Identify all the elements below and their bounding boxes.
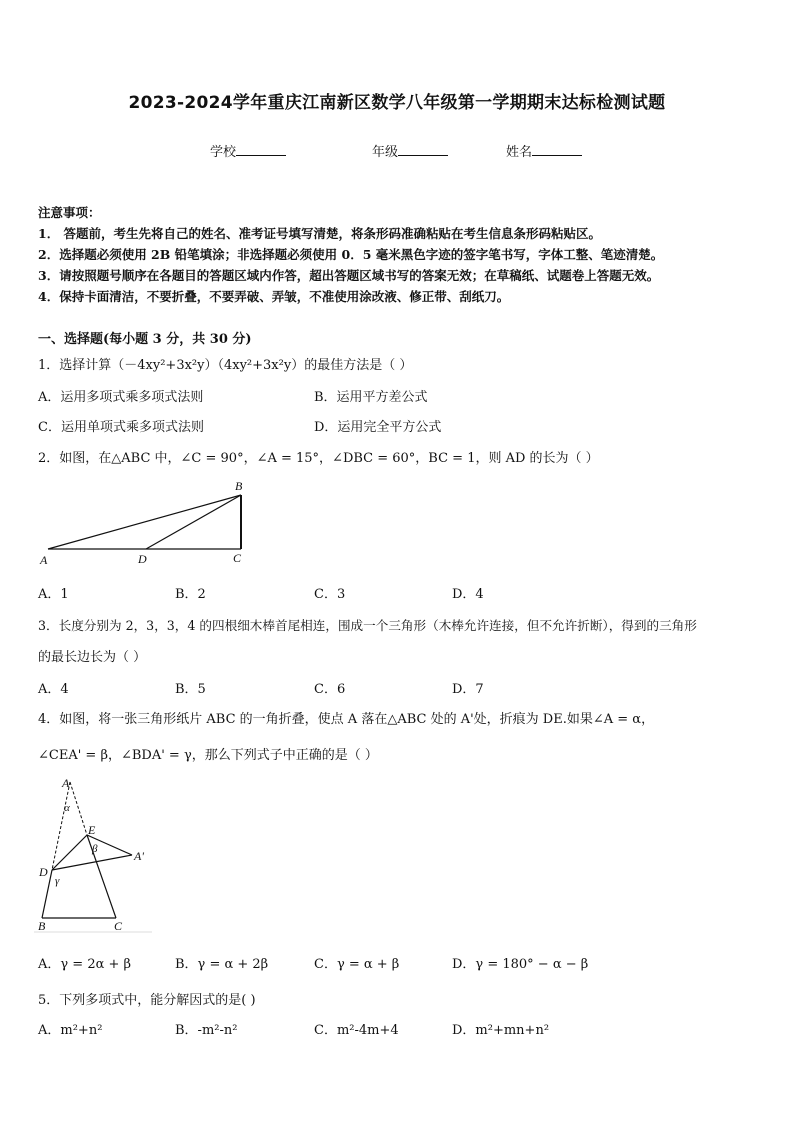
q4-option-b[interactable]: B．γ = α + 2β bbox=[175, 957, 269, 972]
q5-option-c[interactable]: C．m²-4m+4 bbox=[314, 1023, 399, 1038]
q5-stem: 5．下列多项式中，能分解因式的是( ) bbox=[38, 993, 256, 1008]
grade-field[interactable] bbox=[372, 141, 448, 160]
q5-option-a[interactable]: A．m²+n² bbox=[38, 1023, 103, 1038]
q3-option-b[interactable]: B．5 bbox=[175, 682, 206, 697]
q4-option-a[interactable]: A．γ = 2α + β bbox=[38, 957, 132, 972]
q2-label-b: B bbox=[235, 479, 243, 493]
q4-figure bbox=[34, 774, 164, 940]
q4-label-alpha: α bbox=[64, 802, 70, 814]
q2-label-c: C bbox=[233, 551, 242, 565]
notice-item-2: 2．选择题必须使用 2B 铅笔填涂；非选择题必须使用 0．5 毫米黑色字迹的签字笔书写，字体工整、笔迹清楚。 bbox=[38, 247, 664, 262]
q3-option-d[interactable]: D．7 bbox=[452, 682, 484, 697]
q4-label-e: E bbox=[88, 823, 96, 837]
q4-stem-line1: 4．如图，将一张三角形纸片 ABC 的一角折叠，使点 A 落在△ABC 处的 A'处，折痕为 DE.如果∠A = α， bbox=[38, 712, 655, 727]
q4-label-a-prime: A' bbox=[134, 849, 144, 863]
q2-figure bbox=[36, 476, 256, 570]
q2-option-c[interactable]: C．3 bbox=[314, 587, 346, 602]
section-heading: 一、选择题(每小题 3 分，共 30 分) bbox=[38, 332, 252, 347]
q5-option-b[interactable]: B．-m²-n² bbox=[175, 1023, 238, 1038]
school-field[interactable] bbox=[210, 141, 286, 160]
q4-label-beta: β bbox=[92, 843, 98, 855]
q1-option-b[interactable]: B．运用平方差公式 bbox=[314, 390, 428, 405]
q2-option-b[interactable]: B．2 bbox=[175, 587, 206, 602]
q3-option-c[interactable]: C．6 bbox=[314, 682, 346, 697]
q4-label-a: A bbox=[62, 776, 70, 790]
name-field[interactable] bbox=[506, 141, 582, 160]
page-title: 2023-2024学年重庆江南新区数学八年级第一学期期末达标检测试题 bbox=[128, 93, 666, 113]
q3-stem-line1: 3．长度分别为 2，3，3，4 的四根细木棒首尾相连，围成一个三角形（木棒允许连接，但不允许折断），得到的三角形 bbox=[38, 618, 697, 633]
q1-option-d[interactable]: D．运用完全平方公式 bbox=[314, 420, 442, 435]
q3-option-a[interactable]: A．4 bbox=[38, 682, 69, 697]
q5-option-d[interactable]: D．m²+mn+n² bbox=[452, 1023, 550, 1038]
q4-option-d[interactable]: D．γ = 180° − α − β bbox=[452, 957, 589, 972]
notice-item-4: 4．保持卡面清洁，不要折叠，不要弄破、弄皱，不准使用涂改液、修正带、刮纸刀。 bbox=[38, 289, 510, 304]
q2-stem: 2．如图，在△ABC 中，∠C = 90°，∠A = 15°，∠DBC = 60°，BC = 1，则 AD 的长为（ ） bbox=[38, 451, 599, 466]
q2-label-a: A bbox=[40, 553, 48, 567]
q2-label-d: D bbox=[138, 552, 147, 566]
q4-label-gamma: γ bbox=[55, 875, 60, 887]
q1-option-a[interactable]: A．运用多项式乘多项式法则 bbox=[38, 390, 204, 405]
q4-label-b: B bbox=[38, 919, 46, 933]
q1-option-c[interactable]: C．运用单项式乘多项式法则 bbox=[38, 420, 204, 435]
q1-stem: 1．选择计算（－4xy²+3x²y）（4xy²+3x²y）的最佳方法是（ ） bbox=[38, 358, 413, 373]
notice-item-1: 1． 答题前，考生先将自己的姓名、准考证号填写清楚，将条形码准确粘贴在考生信息条形码粘贴区。 bbox=[38, 226, 602, 241]
q4-label-d: D bbox=[39, 865, 48, 879]
q2-option-a[interactable]: A．1 bbox=[38, 587, 69, 602]
notice-item-3: 3．请按照题号顺序在各题目的答题区域内作答，超出答题区域书写的答案无效；在草稿纸、试题卷上答题无效。 bbox=[38, 268, 660, 283]
q4-label-c: C bbox=[114, 919, 123, 933]
q4-option-c[interactable]: C．γ = α + β bbox=[314, 957, 400, 972]
notice-heading: 注意事项： bbox=[38, 205, 101, 220]
q2-option-d[interactable]: D．4 bbox=[452, 587, 484, 602]
name-label: 姓名 bbox=[506, 145, 533, 160]
q3-stem-line2: 的最长边长为（ ） bbox=[38, 650, 147, 665]
school-label: 学校 bbox=[210, 145, 237, 160]
grade-label: 年级 bbox=[372, 145, 399, 160]
q4-stem-line2: ∠CEA' = β，∠BDA' = γ，那么下列式子中正确的是（ ） bbox=[38, 748, 378, 763]
